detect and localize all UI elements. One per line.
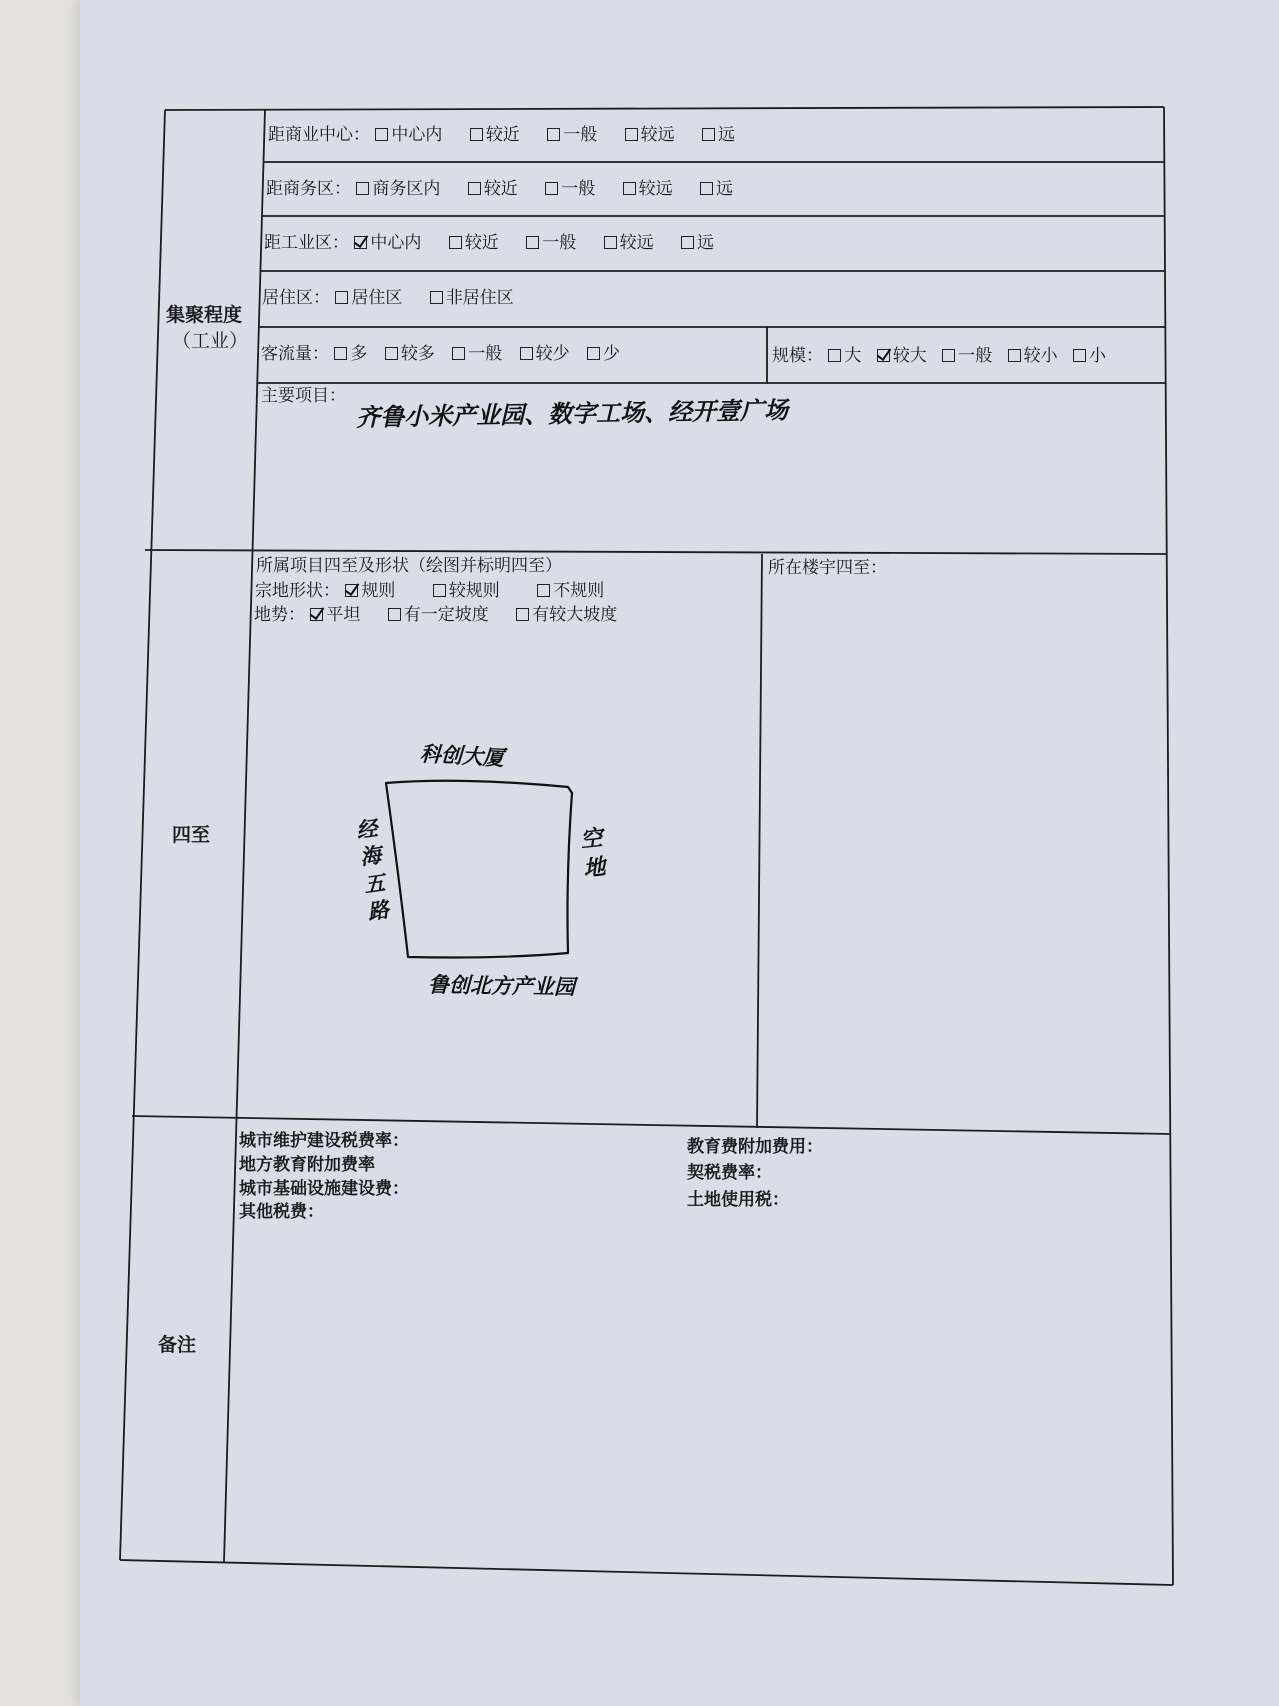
row-label: 客流量： (261, 344, 329, 364)
checkbox-icon (702, 128, 715, 141)
agglomeration-label: 集聚程度 (166, 304, 243, 326)
option-many[interactable]: 多 (334, 346, 367, 363)
row-label: 规模： (772, 346, 823, 366)
option-steep-slope[interactable]: 有较大坡度 (516, 607, 617, 624)
checkbox-icon (516, 608, 529, 621)
checkbox-icon (547, 128, 560, 141)
row-label: 宗地形状： (255, 581, 340, 601)
option-small[interactable]: 小 (1073, 348, 1106, 365)
checkbox-icon (537, 584, 550, 597)
row-traffic (261, 346, 632, 363)
row-label: 距工业区： (264, 233, 349, 253)
option-some-slope[interactable]: 有一定坡度 (388, 607, 489, 624)
option-irregular[interactable]: 不规则 (537, 583, 604, 600)
remark-item: 其他税费： (239, 1202, 324, 1223)
option-residential[interactable]: 居住区 (335, 290, 402, 307)
option-average[interactable]: 一般 (452, 346, 502, 363)
checked-checkbox-icon (345, 584, 358, 597)
checked-checkbox-icon (877, 349, 890, 362)
checked-checkbox-icon (354, 236, 367, 249)
checkbox-icon (587, 347, 600, 360)
checkbox-icon (468, 182, 481, 195)
option-center[interactable]: 中心内 (375, 127, 442, 144)
row-business-district (266, 181, 755, 198)
option-average[interactable]: 一般 (942, 348, 992, 365)
option-rather-small[interactable]: 较小 (1008, 348, 1058, 365)
checkbox-icon (334, 347, 347, 360)
row-label: 地势： (254, 605, 305, 625)
remark-item: 土地使用税： (687, 1189, 789, 1210)
remarks-label: 备注 (158, 1334, 197, 1356)
checked-checkbox-icon (310, 608, 323, 621)
remark-item: 地方教育附加费率 (239, 1154, 375, 1175)
sketch-north-label: 科创大厦 (419, 740, 505, 771)
option-near[interactable]: 较近 (468, 181, 518, 198)
option-near[interactable]: 较近 (449, 235, 499, 252)
checkbox-icon (526, 236, 539, 249)
option-center[interactable]: 中心内 (354, 235, 421, 252)
option-far[interactable]: 较远 (623, 181, 673, 198)
remark-item: 城市维护建设税费率： (239, 1131, 409, 1151)
option-near[interactable]: 较近 (470, 127, 520, 144)
checkbox-icon (388, 608, 401, 621)
sketch-south-label: 鲁创北方产业园 (427, 971, 576, 1000)
option-regular[interactable]: 规则 (345, 583, 395, 600)
parcel-sketch (380, 775, 580, 965)
option-rather-many[interactable]: 较多 (385, 346, 435, 363)
remark-item: 契税费率： (687, 1163, 772, 1184)
checkbox-icon (545, 182, 558, 195)
row-label: 居住区： (262, 288, 330, 308)
checkbox-icon (1008, 349, 1021, 362)
row-label: 距商务区： (266, 179, 351, 199)
checkbox-icon (1073, 349, 1086, 362)
option-fairly-regular[interactable]: 较规则 (433, 583, 500, 600)
checkbox-icon (356, 182, 369, 195)
checkbox-icon (942, 349, 955, 362)
sketch-west-label: 经海五路 (354, 815, 391, 925)
project-boundaries-title: 所属项目四至及形状（绘图并标明四至） (256, 556, 562, 576)
row-industrial-zone (264, 235, 736, 252)
option-few[interactable]: 少 (587, 346, 620, 363)
checkbox-icon (470, 128, 483, 141)
checkbox-icon (335, 291, 348, 304)
option-very-far[interactable]: 远 (702, 127, 735, 144)
checkbox-icon (375, 128, 388, 141)
checkbox-icon (623, 182, 636, 195)
checkbox-icon (449, 236, 462, 249)
checkbox-icon (681, 236, 694, 249)
row-label: 距商业中心： (268, 125, 370, 145)
option-rather-large[interactable]: 较大 (877, 348, 927, 365)
row-scale (772, 348, 1116, 365)
option-inside[interactable]: 商务区内 (356, 181, 440, 198)
option-non-residential[interactable]: 非居住区 (430, 290, 514, 307)
remarks-right-list (687, 1134, 947, 1213)
checkbox-icon (520, 347, 533, 360)
boundaries-label: 四至 (172, 824, 211, 846)
checkbox-icon (625, 128, 638, 141)
main-projects-handwriting: 齐鲁小米产业园、数字工场、经开壹广场 (355, 395, 789, 432)
option-flat[interactable]: 平坦 (310, 607, 360, 624)
main-projects-label: 主要项目： (261, 386, 346, 406)
row-commercial-center (268, 127, 757, 144)
checkbox-icon (430, 291, 443, 304)
terrain-row (254, 607, 639, 624)
option-far[interactable]: 较远 (604, 235, 654, 252)
remark-item: 城市基础设施建设费： (239, 1178, 409, 1199)
checkbox-icon (700, 182, 713, 195)
row-residential (262, 290, 536, 307)
option-average[interactable]: 一般 (545, 181, 595, 198)
sketch-east-label: 空地 (579, 825, 607, 882)
land-shape-row (255, 583, 626, 600)
checkbox-icon (433, 584, 446, 597)
building-boundaries-title: 所在楼宇四至： (768, 558, 887, 578)
option-average[interactable]: 一般 (526, 235, 576, 252)
option-far[interactable]: 较远 (625, 127, 675, 144)
checkbox-icon (385, 347, 398, 360)
remarks-left-list (239, 1130, 579, 1225)
option-very-far[interactable]: 远 (681, 235, 714, 252)
remark-item: 教育费附加费用： (687, 1137, 823, 1157)
checkbox-icon (452, 347, 465, 360)
option-rather-few[interactable]: 较少 (520, 346, 570, 363)
option-large[interactable]: 大 (828, 348, 861, 365)
option-average[interactable]: 一般 (547, 127, 597, 144)
option-very-far[interactable]: 远 (700, 181, 733, 198)
checkbox-icon (604, 236, 617, 249)
agglomeration-note: （工业） (172, 330, 249, 352)
checkbox-icon (828, 349, 841, 362)
